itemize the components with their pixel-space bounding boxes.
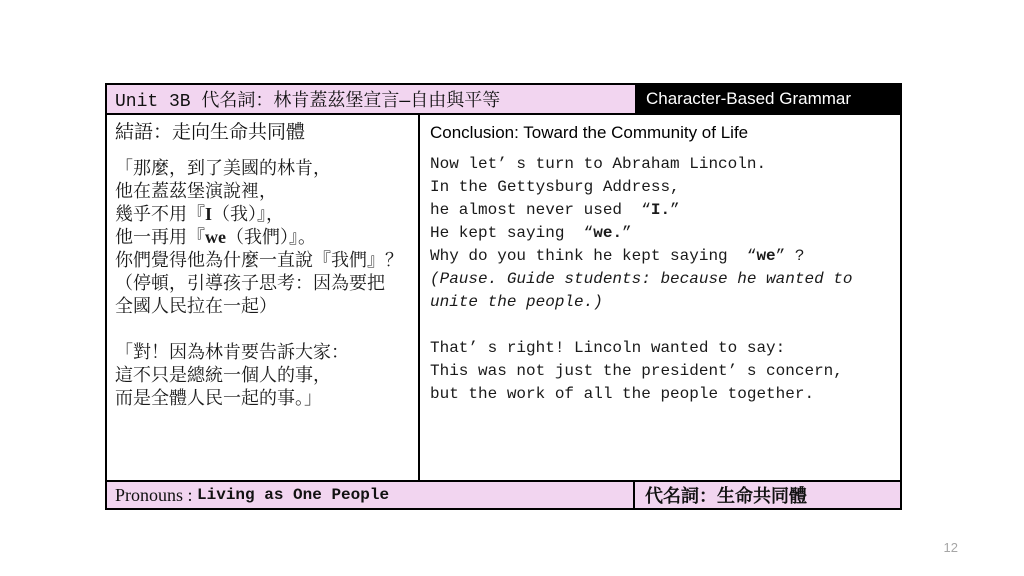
text-line: unite the people.) [430,293,603,311]
text-line: 他在蓋茲堡演說裡， [115,181,277,201]
header-row [107,85,900,115]
text-line: Now let’ s turn to Abraham Lincoln. [430,155,767,173]
text-line: (Pause. Guide students: because he wanted to [430,270,853,288]
grammar-table [105,83,902,510]
text-line: 他一再用『we（我們）』。 [115,227,316,247]
grammar-badge: Character-Based Grammar [646,89,852,108]
footer-right-title: 代名詞：生命共同體 [645,486,807,506]
chinese-body [115,157,414,410]
paragraph [430,153,896,314]
unit-title-cell [107,85,635,113]
paragraph [115,341,414,410]
text-line: he almost never used “I.” [430,201,680,219]
english-body [430,153,896,406]
chinese-cell [107,115,420,480]
text-line: He kept saying “we.” [430,224,632,242]
paragraph [430,337,896,406]
text-line: 這不只是總統一個人的事， [115,365,331,385]
footer-left-main: Living as One People [197,486,390,504]
text-line: but the work of all the people together. [430,385,815,403]
english-heading: Conclusion: Toward the Community of Life [430,123,749,142]
text-line: （停頓，引導孩子思考：因為要把 [115,273,385,293]
paragraph [115,157,414,318]
text-line: 全國人民拉在一起） [115,296,277,316]
footer-left-cell [107,482,635,508]
text-line: 而是全體人民一起的事。」 [115,388,322,408]
text-line: That’ s right! Lincoln wanted to say: [430,339,786,357]
text-line: 你們覺得他為什麼一直說『我們』？ [115,250,403,270]
english-cell [420,115,900,480]
footer-row [107,480,900,508]
body-row [107,115,900,480]
chinese-heading: 結語：走向生命共同體 [115,122,306,143]
text-line: 「對！因為林肯要告訴大家： [115,342,349,362]
text-line: 幾乎不用『I（我）』， [115,204,285,224]
text-line: This was not just the president’ s concern, [430,362,843,380]
text-line: 「那麼，到了美國的林肯， [115,158,331,178]
footer-left-prefix: Pronouns : [115,484,198,505]
footer-right-cell [635,482,900,508]
page-number: 12 [943,540,958,555]
unit-title: Unit 3B 代名詞：林肯蓋茲堡宣言—自由與平等 [115,92,501,112]
text-line: Why do you think he kept saying “we” ? [430,247,805,265]
text-line: In the Gettysburg Address, [430,178,680,196]
grammar-badge-cell [635,85,900,113]
